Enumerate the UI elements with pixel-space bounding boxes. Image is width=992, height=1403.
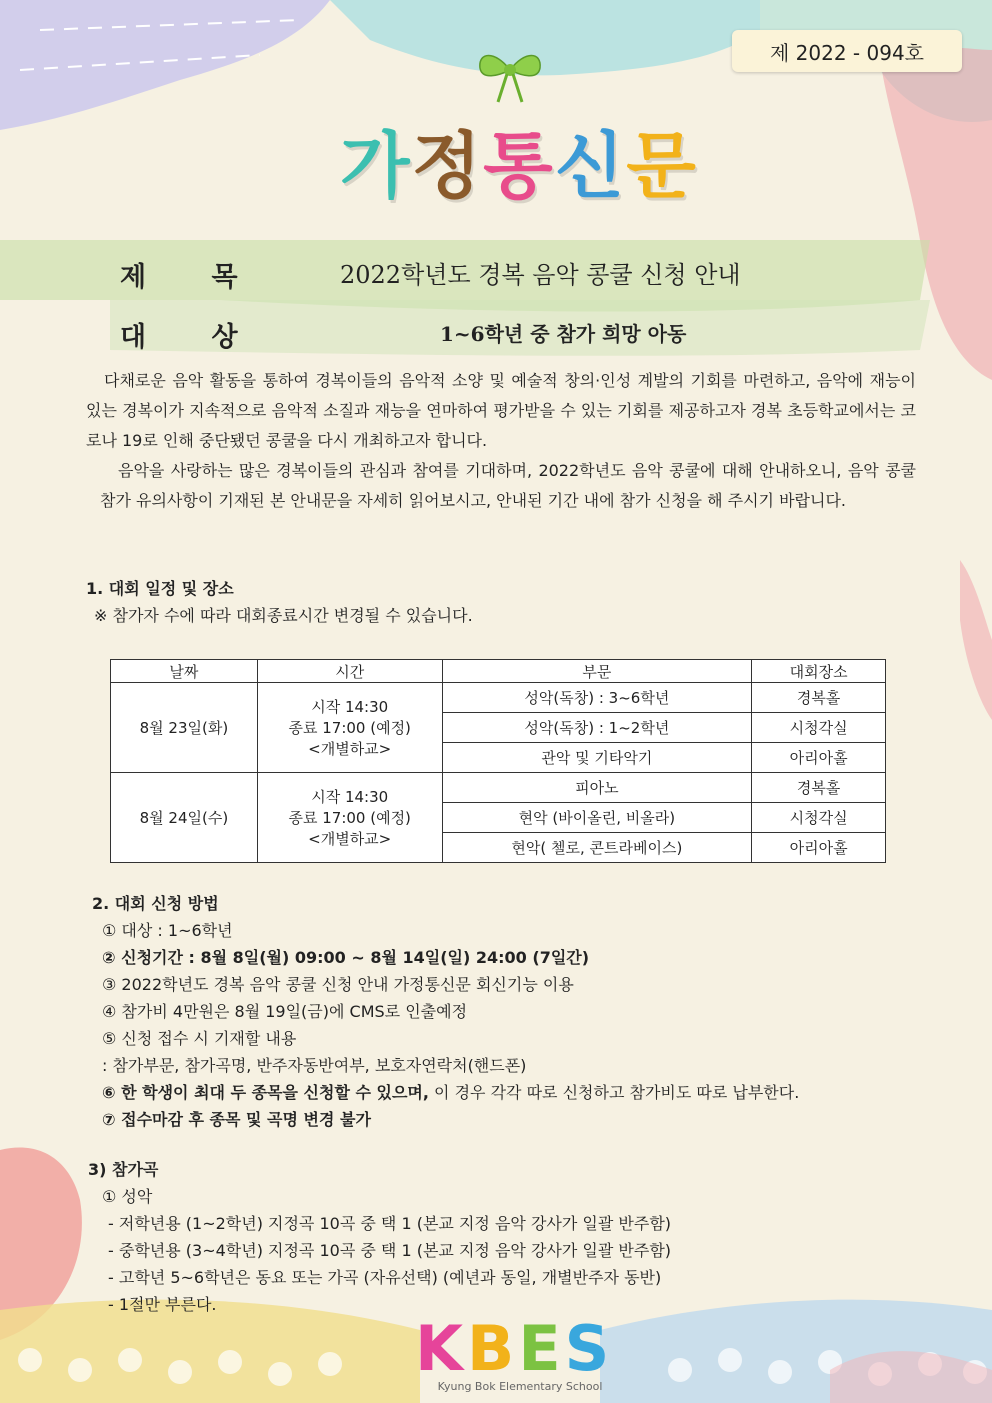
logo-char: 정 — [411, 124, 484, 208]
header-cell: 시간 — [257, 660, 442, 683]
header-cell: 날짜 — [111, 660, 258, 683]
time-cell — [257, 773, 442, 863]
table-row — [111, 773, 886, 803]
section-2 — [92, 890, 799, 1133]
logo-char: 신 — [554, 124, 627, 208]
section-3-title: 3) 참가곡 — [88, 1160, 159, 1179]
newsletter-logo — [340, 110, 700, 210]
list-item: - 고학년 5~6학년은 동요 또는 가곡 (자유선택) (예년과 동일, 개별반주자 동반) — [108, 1268, 662, 1287]
table-row — [111, 683, 886, 713]
time-cell — [257, 683, 442, 773]
list-item-rest: 이 경우 각각 따로 신청하고 참가비도 따로 납부한다. — [428, 1083, 800, 1102]
place-cell: 아리아홀 — [752, 743, 886, 773]
time-end: 종료 17:00 (예정) — [288, 719, 411, 737]
list-item — [92, 1079, 799, 1106]
part-cell: 성악(독창) : 3~6학년 — [442, 683, 752, 713]
part-cell: 현악( 첼로, 콘트라베이스) — [442, 833, 752, 863]
place-cell: 아리아홀 — [752, 833, 886, 863]
logo-char: 통 — [483, 124, 555, 208]
school-name: Kyung Bok Elementary School — [437, 1380, 603, 1393]
list-item: ① 대상 : 1~6학년 — [102, 921, 233, 940]
part-cell: 현악 (바이올린, 비올라) — [442, 803, 752, 833]
list-item: : 참가부문, 참가곡명, 반주자동반여부, 보호자연락처(핸드폰) — [102, 1056, 527, 1075]
title-label: 제 목 — [120, 262, 266, 293]
time-note: <개별하교> — [308, 830, 392, 848]
part-cell: 피아노 — [442, 773, 752, 803]
target-label: 대 상 — [120, 322, 266, 353]
schedule-table — [110, 659, 886, 863]
part-cell: 관악 및 기타악기 — [442, 743, 752, 773]
place-cell: 시청각실 — [752, 803, 886, 833]
logo-char: 가 — [340, 124, 412, 208]
logo-letter: S — [564, 1312, 614, 1385]
title-value: 2022학년도 경복 음악 콩쿨 신청 안내 — [340, 261, 741, 289]
list-item: ① 성악 — [102, 1187, 153, 1206]
section-3 — [88, 1156, 671, 1318]
section-2-title: 2. 대회 신청 방법 — [92, 894, 219, 913]
list-item: ③ 2022학년도 경복 음악 콩쿨 신청 안내 가정통신문 회신기능 이용 — [102, 975, 574, 994]
time-start: 시작 14:30 — [311, 788, 389, 806]
logo-letter: K — [415, 1312, 468, 1385]
section-1 — [86, 576, 473, 626]
logo-char: 문 — [626, 124, 698, 208]
table-header-row — [111, 660, 886, 683]
place-cell: 경복홀 — [752, 683, 886, 713]
time-note: <개별하교> — [308, 740, 392, 758]
place-cell: 시청각실 — [752, 713, 886, 743]
logo-letter: B — [467, 1312, 519, 1385]
header-cell: 대회장소 — [752, 660, 886, 683]
ribbon-bow-icon — [470, 40, 550, 110]
time-start: 시작 14:30 — [311, 698, 389, 716]
intro-paragraph-1: 다채로운 음악 활동을 통하여 경복이들의 음악적 소양 및 예술적 창의·인성 계발의 기회를 마련하고, 음악에 재능이 있는 경복이가 지속적으로 음악적 소질과 재능을 연마하여 평가받을 수 있는 기회를 제공하고자 경복 초등학교에서는 코로나 19로 인해 중단됐던 콩쿨을 다시 개최하고자 합니다. — [86, 371, 916, 450]
issue-number: 제 2022 - 094호 — [732, 30, 962, 72]
logo-letter: E — [518, 1312, 565, 1385]
intro-paragraph-2: 음악을 사랑하는 많은 경복이들의 관심과 참여를 기대하며, 2022학년도 음악 콩쿨에 대해 안내하오니, 음악 콩쿨 참가 유의사항이 기재된 본 안내문을 자세히 읽어보시고, 안내된 기간 내에 참가 신청을 해 주시기 바랍니다. — [100, 461, 916, 510]
list-item-emphasis: ⑥ 한 학생이 최대 두 종목을 신청할 수 있으며, — [102, 1083, 429, 1102]
list-item: ④ 참가비 4만원은 8월 19일(금)에 CMS로 인출예정 — [102, 1002, 468, 1021]
list-item: - 1절만 부른다. — [108, 1295, 217, 1314]
date-cell: 8월 23일(화) — [111, 683, 258, 773]
date-cell: 8월 24일(수) — [111, 773, 258, 863]
list-item: ② 신청기간 : 8월 8일(월) 09:00 ~ 8월 14일(일) 24:00 (7일간) — [102, 948, 590, 967]
section-1-title: 1. 대회 일정 및 장소 — [86, 579, 234, 598]
list-item: - 저학년용 (1~2학년) 지정곡 10곡 중 택 1 (본교 지정 음악 강사가 일괄 반주함) — [108, 1214, 672, 1233]
target-value: 1~6학년 중 참가 희망 아동 — [440, 322, 687, 346]
list-item: ⑤ 신청 접수 시 기재할 내용 — [102, 1029, 297, 1048]
part-cell: 성악(독창) : 1~2학년 — [442, 713, 752, 743]
list-item: - 중학년용 (3~4학년) 지정곡 10곡 중 택 1 (본교 지정 음악 강사가 일괄 반주함) — [108, 1241, 672, 1260]
section-1-note: ※ 참가자 수에 따라 대회종료시간 변경될 수 있습니다. — [94, 606, 473, 625]
school-logo — [415, 1312, 625, 1398]
header-cell: 부문 — [442, 660, 752, 683]
place-cell: 경복홀 — [752, 773, 886, 803]
list-item: ⑦ 접수마감 후 종목 및 곡명 변경 불가 — [102, 1110, 371, 1129]
time-end: 종료 17:00 (예정) — [288, 809, 411, 827]
school-logo-letters — [415, 1312, 625, 1385]
